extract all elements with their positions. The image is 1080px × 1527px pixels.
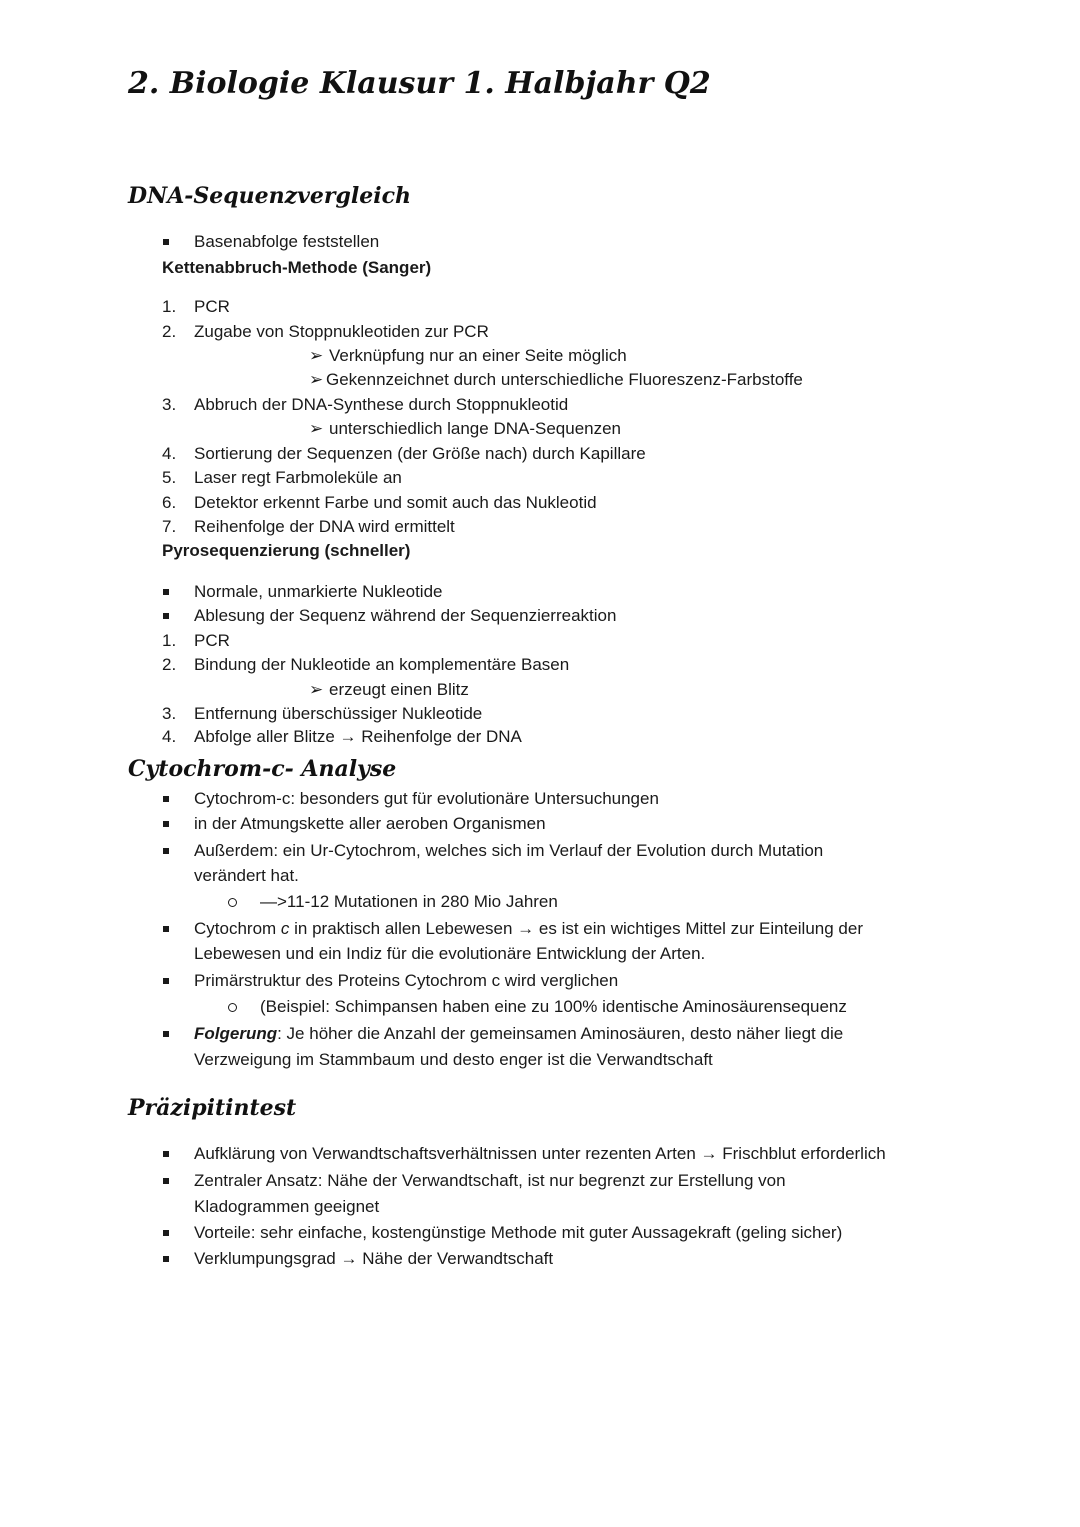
- list-number: 3.: [162, 704, 177, 723]
- list-number: 4.: [162, 727, 177, 746]
- sanger-step-3: Abbruch der DNA-Synthese durch Stoppnukleotid: [194, 395, 569, 414]
- cyto-bullet-6-line-1: Folgerung: Je höher die Anzahl der gemeinsamen Aminosäuren, desto näher liegt die: [194, 1024, 844, 1043]
- pyro-sub-1: erzeugt einen Blitz: [329, 680, 469, 699]
- sanger-heading: Kettenabbruch-Methode (Sanger): [162, 258, 432, 277]
- sanger-sub-3: unterschiedlich lange DNA-Sequenzen: [329, 419, 622, 438]
- document-title: 2. Biologie Klausur 1. Halbjahr Q2: [128, 66, 711, 101]
- heading-cytochrom-c-analyse: Cytochrom-c- Analyse: [128, 756, 397, 782]
- arrow-icon: ➢: [309, 370, 324, 389]
- bullet-icon: [163, 1230, 169, 1236]
- pyro-bullet-1: Normale, unmarkierte Nukleotide: [194, 582, 443, 601]
- pyro-heading: Pyrosequenzierung (schneller): [162, 541, 411, 560]
- sanger-step-1: PCR: [194, 297, 230, 316]
- bullet-icon: [163, 1178, 169, 1184]
- bullet-icon: [163, 926, 169, 932]
- cyto-bullet-6-line-2: Verzweigung im Stammbaum und desto enger ist die Verwandtschaft: [194, 1050, 713, 1069]
- arrow-icon: ➢: [309, 680, 324, 699]
- prazi-bullet-3: Vorteile: sehr einfache, kostengünstige Methode mit guter Aussagekraft (geling sicher): [194, 1223, 843, 1242]
- prazi-bullet-2-line-2: Kladogrammen geeignet: [194, 1197, 380, 1216]
- cyto-bullet-1: Cytochrom-c: besonders gut für evolutionäre Untersuchungen: [194, 789, 659, 808]
- bullet-icon: [163, 1031, 169, 1037]
- pyro-step-2: Bindung der Nukleotide an komplementäre Basen: [194, 655, 570, 674]
- list-number: 7.: [162, 517, 177, 536]
- sanger-step-6: Detektor erkennt Farbe und somit auch das Nukleotid: [194, 493, 597, 512]
- dna-intro-bullet: Basenabfolge feststellen: [194, 232, 380, 251]
- sanger-step-2: Zugabe von Stoppnukleotiden zur PCR: [194, 322, 489, 341]
- prazi-bullet-1: Aufklärung von Verwandtschaftsverhältnissen unter rezenten Arten → Frischblut erforderlich: [194, 1144, 886, 1163]
- pyro-bullet-2: Ablesung der Sequenz während der Sequenzierreaktion: [194, 606, 617, 625]
- list-number: 2.: [162, 655, 177, 674]
- list-number: 2.: [162, 322, 177, 341]
- heading-dna-sequenzvergleich: DNA-Sequenzvergleich: [128, 183, 411, 209]
- bullet-icon: [163, 821, 169, 827]
- heading-prazipitintest: Präzipitintest: [128, 1095, 297, 1121]
- arrow-icon: ➢: [309, 346, 324, 365]
- cyto-bullet-2: in der Atmungskette aller aeroben Organismen: [194, 814, 546, 833]
- bullet-icon: [163, 848, 169, 854]
- cyto-bullet-4-line-1: Cytochrom c in praktisch allen Lebewesen → es ist ein wichtiges Mittel zur Einteilung der: [194, 919, 863, 938]
- list-number: 5.: [162, 468, 177, 487]
- list-number: 1.: [162, 297, 177, 316]
- prazi-bullet-4: Verklumpungsgrad → Nähe der Verwandtschaft: [194, 1249, 554, 1268]
- bullet-icon: [163, 1256, 169, 1262]
- sanger-sub-2: Gekennzeichnet durch unterschiedliche Fluoreszenz-Farbstoffe: [326, 370, 803, 389]
- list-number: 4.: [162, 444, 177, 463]
- bullet-icon: [163, 796, 169, 802]
- cyto-bullet-5: Primärstruktur des Proteins Cytochrom c wird verglichen: [194, 971, 619, 990]
- sanger-step-4: Sortierung der Sequenzen (der Größe nach) durch Kapillare: [194, 444, 646, 463]
- list-number: 3.: [162, 395, 177, 414]
- cyto-bullet-3-sub: —>11-12 Mutationen in 280 Mio Jahren: [260, 892, 558, 911]
- bullet-icon: [163, 613, 169, 619]
- bullet-icon: [163, 1151, 169, 1157]
- bullet-icon: [163, 978, 169, 984]
- list-number: 6.: [162, 493, 177, 512]
- arrow-icon: ➢: [309, 419, 324, 438]
- cyto-bullet-5-sub: (Beispiel: Schimpansen haben eine zu 100% identische Aminosäurensequenz: [260, 997, 847, 1016]
- cyto-bullet-3-line-2: verändert hat.: [194, 866, 299, 885]
- list-number: 1.: [162, 631, 177, 650]
- sanger-step-5: Laser regt Farbmoleküle an: [194, 468, 402, 487]
- circle-bullet-icon: [228, 1003, 237, 1012]
- bullet-icon: [163, 589, 169, 595]
- circle-bullet-icon: [228, 898, 237, 907]
- cyto-bullet-3-line-1: Außerdem: ein Ur-Cytochrom, welches sich im Verlauf der Evolution durch Mutation: [194, 841, 824, 860]
- pyro-step-3: Entfernung überschüssiger Nukleotide: [194, 704, 483, 723]
- pyro-step-4: Abfolge aller Blitze → Reihenfolge der DNA: [194, 727, 522, 746]
- pyro-step-1: PCR: [194, 631, 230, 650]
- sanger-step-7: Reihenfolge der DNA wird ermittelt: [194, 517, 455, 536]
- cyto-bullet-4-line-2: Lebewesen und ein Indiz für die evolutionäre Entwicklung der Arten.: [194, 944, 706, 963]
- prazi-bullet-2-line-1: Zentraler Ansatz: Nähe der Verwandtschaft, ist nur begrenzt zur Erstellung von: [194, 1171, 786, 1190]
- bullet-icon: [163, 239, 169, 245]
- sanger-sub-1: Verknüpfung nur an einer Seite möglich: [329, 346, 627, 365]
